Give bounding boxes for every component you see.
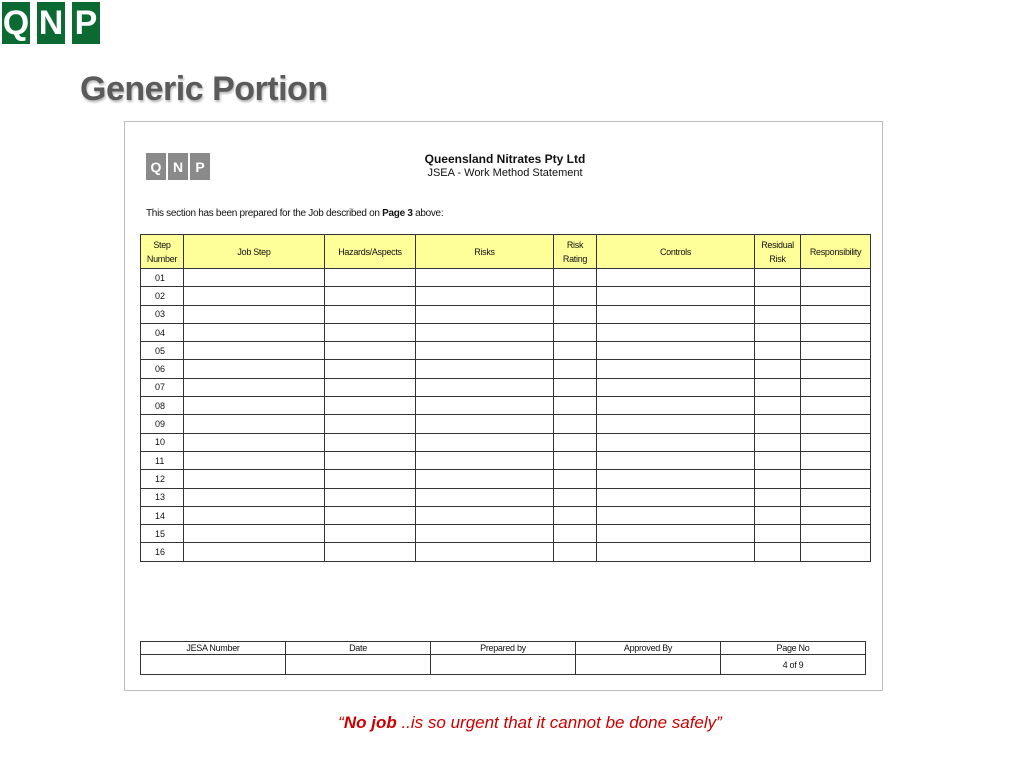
table-cell[interactable]	[184, 342, 325, 360]
table-cell[interactable]	[325, 360, 416, 378]
table-cell[interactable]	[597, 543, 755, 561]
footer-header-cell: Approved By	[576, 642, 721, 655]
table-cell[interactable]	[801, 305, 871, 323]
step-number-cell: 15	[141, 525, 184, 543]
table-row	[141, 323, 871, 341]
step-number-cell: 09	[141, 415, 184, 433]
table-cell[interactable]	[184, 451, 325, 469]
table-cell[interactable]	[184, 470, 325, 488]
table-cell[interactable]	[184, 506, 325, 524]
table-cell[interactable]	[554, 525, 597, 543]
table-row	[141, 342, 871, 360]
intro-bold: Page 3	[382, 208, 413, 219]
step-number-cell: 07	[141, 378, 184, 396]
quote-rest: ..is so urgent that it cannot be done safely”	[396, 713, 722, 732]
table-cell[interactable]	[597, 470, 755, 488]
step-number-cell: 02	[141, 287, 184, 305]
table-cell[interactable]	[597, 305, 755, 323]
jsea-steps-table	[140, 234, 871, 562]
table-cell[interactable]	[755, 323, 801, 341]
table-cell[interactable]	[554, 342, 597, 360]
table-cell[interactable]	[597, 525, 755, 543]
table-row	[141, 305, 871, 323]
step-number-cell: 04	[141, 323, 184, 341]
quote-open: “	[338, 713, 344, 732]
footer-header-cell: Page No	[721, 642, 866, 655]
step-number-cell: 06	[141, 360, 184, 378]
table-cell[interactable]	[755, 305, 801, 323]
table-cell[interactable]	[597, 488, 755, 506]
table-cell[interactable]	[597, 506, 755, 524]
table-cell[interactable]	[597, 451, 755, 469]
table-cell[interactable]	[184, 397, 325, 415]
table-cell[interactable]	[801, 269, 871, 287]
column-header: Job Step	[184, 235, 325, 269]
column-header: Risk Rating	[554, 235, 597, 269]
table-cell[interactable]	[801, 451, 871, 469]
table-cell[interactable]	[554, 269, 597, 287]
logo-letter-n: N	[35, 0, 67, 46]
table-cell[interactable]	[801, 342, 871, 360]
table-row	[141, 451, 871, 469]
table-cell[interactable]	[416, 287, 554, 305]
table-cell[interactable]	[325, 525, 416, 543]
approved-by-value[interactable]	[576, 655, 721, 675]
footer-header-cell: JESA Number	[141, 642, 286, 655]
date-value[interactable]	[286, 655, 431, 675]
table-cell[interactable]	[755, 397, 801, 415]
table-cell[interactable]	[755, 415, 801, 433]
table-cell[interactable]	[416, 506, 554, 524]
footer-value-row	[141, 655, 866, 675]
table-cell[interactable]	[554, 287, 597, 305]
table-cell[interactable]	[755, 506, 801, 524]
column-header: Risks	[416, 235, 554, 269]
table-body	[141, 269, 871, 562]
table-cell[interactable]	[325, 342, 416, 360]
table-cell[interactable]	[416, 488, 554, 506]
table-cell[interactable]	[416, 525, 554, 543]
logo-letter-q: Q	[0, 0, 32, 46]
quote-bold: No job	[343, 713, 397, 732]
table-cell[interactable]	[325, 488, 416, 506]
table-cell[interactable]	[416, 415, 554, 433]
table-cell[interactable]	[755, 287, 801, 305]
table-row	[141, 378, 871, 396]
table-row	[141, 397, 871, 415]
table-cell[interactable]	[801, 433, 871, 451]
step-number-cell: 10	[141, 433, 184, 451]
table-cell[interactable]	[597, 269, 755, 287]
slide-title: Generic Portion	[80, 70, 328, 108]
document-page	[124, 121, 883, 691]
table-cell[interactable]	[184, 543, 325, 561]
table-cell[interactable]	[554, 323, 597, 341]
table-cell[interactable]	[554, 415, 597, 433]
table-cell[interactable]	[801, 543, 871, 561]
column-header: Residual Risk	[755, 235, 801, 269]
table-cell[interactable]	[554, 433, 597, 451]
table-cell[interactable]	[325, 543, 416, 561]
table-cell[interactable]	[416, 269, 554, 287]
table-cell[interactable]	[184, 433, 325, 451]
table-cell[interactable]	[554, 543, 597, 561]
table-cell[interactable]	[597, 397, 755, 415]
table-cell[interactable]	[597, 360, 755, 378]
step-number-cell: 08	[141, 397, 184, 415]
table-cell[interactable]	[755, 269, 801, 287]
table-cell[interactable]	[755, 433, 801, 451]
table-cell[interactable]	[801, 378, 871, 396]
table-cell[interactable]	[325, 323, 416, 341]
table-cell[interactable]	[184, 488, 325, 506]
footer-header-row	[141, 642, 866, 655]
table-cell[interactable]	[801, 287, 871, 305]
table-cell[interactable]	[325, 397, 416, 415]
table-cell[interactable]	[554, 488, 597, 506]
table-cell[interactable]	[325, 415, 416, 433]
table-cell[interactable]	[554, 360, 597, 378]
table-cell[interactable]	[554, 305, 597, 323]
table-row	[141, 269, 871, 287]
table-cell[interactable]	[801, 525, 871, 543]
step-number-cell: 12	[141, 470, 184, 488]
document-logo	[146, 153, 210, 180]
table-cell[interactable]	[416, 543, 554, 561]
table-cell[interactable]	[597, 323, 755, 341]
table-cell[interactable]	[325, 378, 416, 396]
step-number-cell: 13	[141, 488, 184, 506]
table-row	[141, 360, 871, 378]
table-row	[141, 470, 871, 488]
logo-letter-p: P	[70, 0, 102, 46]
table-cell[interactable]	[597, 287, 755, 305]
table-cell[interactable]	[325, 269, 416, 287]
table-cell[interactable]	[597, 415, 755, 433]
table-cell[interactable]	[416, 378, 554, 396]
column-header: Hazards/Aspects	[325, 235, 416, 269]
doc-logo-letter-n: N	[168, 153, 188, 180]
document-subtitle: JSEA - Work Method Statement	[427, 167, 583, 179]
footer-table	[140, 641, 866, 675]
table-cell[interactable]	[801, 360, 871, 378]
table-cell[interactable]	[801, 415, 871, 433]
table-header-row	[141, 235, 871, 269]
table-cell[interactable]	[184, 305, 325, 323]
table-cell[interactable]	[184, 415, 325, 433]
table-cell[interactable]	[325, 433, 416, 451]
table-cell[interactable]	[416, 397, 554, 415]
prepared-by-value[interactable]	[431, 655, 576, 675]
table-cell[interactable]	[184, 360, 325, 378]
table-row	[141, 433, 871, 451]
footer-header-cell: Prepared by	[431, 642, 576, 655]
table-cell[interactable]	[416, 360, 554, 378]
table-cell[interactable]	[755, 543, 801, 561]
table-cell[interactable]	[325, 470, 416, 488]
table-cell[interactable]	[554, 378, 597, 396]
table-row	[141, 287, 871, 305]
jesa-number-value[interactable]	[141, 655, 286, 675]
doc-logo-letter-p: P	[190, 153, 210, 180]
table-cell[interactable]	[416, 470, 554, 488]
table-cell[interactable]	[554, 397, 597, 415]
table-cell[interactable]	[184, 378, 325, 396]
table-cell[interactable]	[416, 433, 554, 451]
table-cell[interactable]	[801, 470, 871, 488]
table-row	[141, 488, 871, 506]
table-cell[interactable]	[554, 470, 597, 488]
footer-header-cell: Date	[286, 642, 431, 655]
company-header	[385, 152, 625, 179]
table-cell[interactable]	[755, 342, 801, 360]
table-row	[141, 525, 871, 543]
table-cell[interactable]	[325, 305, 416, 323]
table-cell[interactable]	[325, 287, 416, 305]
table-cell[interactable]	[184, 287, 325, 305]
table-cell[interactable]	[755, 360, 801, 378]
table-cell[interactable]	[597, 342, 755, 360]
table-cell[interactable]	[554, 506, 597, 524]
table-cell[interactable]	[801, 397, 871, 415]
table-cell[interactable]	[416, 323, 554, 341]
column-header: Step Number	[141, 235, 184, 269]
step-number-cell: 11	[141, 451, 184, 469]
table-cell[interactable]	[755, 451, 801, 469]
intro-prefix: This section has been prepared for the Job described on	[146, 208, 383, 219]
table-cell[interactable]	[755, 470, 801, 488]
table-cell[interactable]	[755, 378, 801, 396]
table-row	[141, 506, 871, 524]
table-cell[interactable]	[755, 525, 801, 543]
safety-quote	[0, 713, 1024, 733]
table-row	[141, 543, 871, 561]
step-number-cell: 05	[141, 342, 184, 360]
table-cell[interactable]	[416, 305, 554, 323]
intro-text	[146, 208, 443, 219]
table-cell[interactable]	[554, 451, 597, 469]
step-number-cell: 14	[141, 506, 184, 524]
step-number-cell: 03	[141, 305, 184, 323]
table-cell[interactable]	[801, 506, 871, 524]
table-cell[interactable]	[325, 506, 416, 524]
table-cell[interactable]	[184, 323, 325, 341]
column-header: Controls	[597, 235, 755, 269]
table-cell[interactable]	[755, 488, 801, 506]
table-cell[interactable]	[801, 323, 871, 341]
company-name: Queensland Nitrates Pty Ltd	[424, 152, 586, 166]
qnp-logo	[0, 0, 102, 46]
column-header: Responsibility	[801, 235, 871, 269]
doc-logo-letter-q: Q	[146, 153, 166, 180]
page-no-value: 4 of 9	[721, 655, 866, 675]
table-cell[interactable]	[597, 378, 755, 396]
step-number-cell: 01	[141, 269, 184, 287]
table-cell[interactable]	[416, 451, 554, 469]
table-cell[interactable]	[801, 488, 871, 506]
table-cell[interactable]	[416, 342, 554, 360]
intro-suffix: above:	[412, 208, 444, 219]
table-cell[interactable]	[597, 433, 755, 451]
table-row	[141, 415, 871, 433]
table-cell[interactable]	[184, 525, 325, 543]
table-cell[interactable]	[325, 451, 416, 469]
table-cell[interactable]	[184, 269, 325, 287]
step-number-cell: 16	[141, 543, 184, 561]
